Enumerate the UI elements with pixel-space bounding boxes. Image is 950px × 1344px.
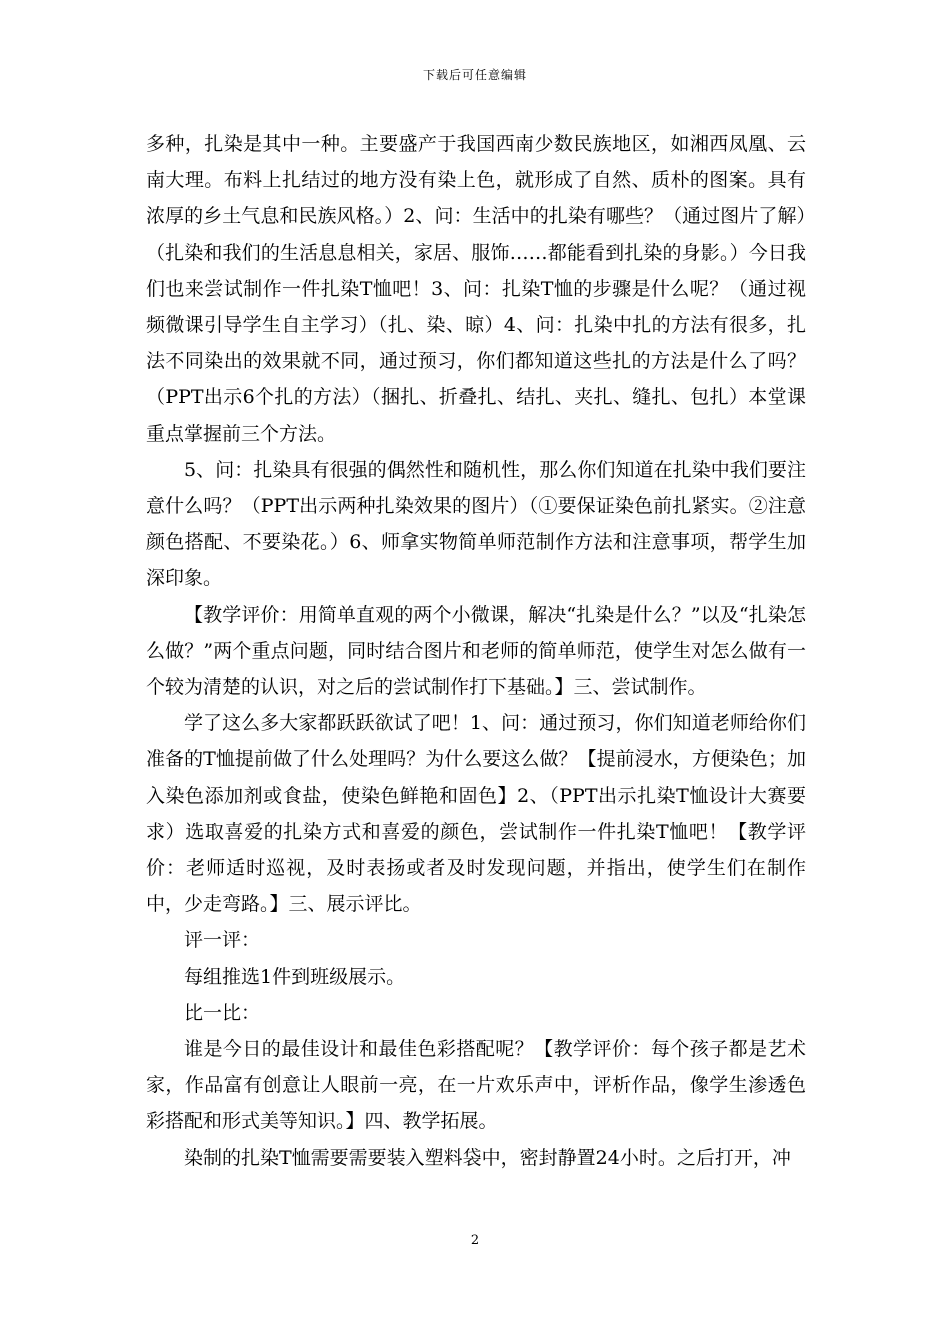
paragraph-8: 谁是今日的最佳设计和最佳色彩搭配呢？【教学评价：每个孩子都是艺术家，作品富有创意让人眼前一亮，在一片欢乐声中，评析作品，像学生渗透色彩搭配和形式美等知识。】四、教学拓展。 (146, 1038, 806, 1133)
page-header: 下载后可任意编辑 (422, 68, 527, 82)
paragraph-6: 每组推选1件到班级展示。 (184, 965, 406, 988)
document-body (146, 126, 806, 1176)
paragraph-2: 5、问：扎染具有很强的偶然性和随机性，那么你们知道在扎染中我们要注意什么吗？（PPT出示两种扎染效果的图片）（①要保证染色前扎紧实。②注意颜色搭配、不要染花。）6、师拿实物简单师范制作方法和注意事项，帮学生加深印象。 (146, 458, 806, 590)
paragraph-1: 多种，扎染是其中一种。主要盛产于我国西南少数民族地区，如湘西凤凰、云南大理。布料上扎结过的地方没有染上色，就形成了自然、质朴的图案。具有浓厚的乡土气息和民族风格。）2、问：生活中的扎染有哪些？（通过图片了解）（扎染和我们的生活息息相关，家居、服饰……都能看到扎染的身影。）今日我们也来尝试制作一件扎染T恤吧！3、问：扎染T恤的步骤是什么呢？（通过视频微课引导学生自主学习）（扎、染、晾）4、问：扎染中扎的方法有很多，扎法不同染出的效果就不同，通过预习，你们都知道这些扎的方法是什么了吗？（PPT出示6个扎的方法）（捆扎、折叠扎、结扎、夹扎、缝扎、包扎）本堂课重点掌握前三个方法。 (146, 133, 806, 445)
paragraph-7: 比一比： (184, 1001, 261, 1024)
paragraph-9: 染制的扎染T恤需要需要装入塑料袋中，密封静置24小时。之后打开，冲 (184, 1146, 791, 1169)
page-number: 2 (470, 1233, 480, 1248)
paragraph-4: 学了这么多大家都跃跃欲试了吧！1、问：通过预习，你们知道老师给你们准备的T恤提前做了什么处理吗？为什么要这么做？【提前浸水，方便染色；加入染色添加剂或食盐，使染色鲜艳和固色】2、（PPT出示扎染T恤设计大赛要求）选取喜爱的扎染方式和喜爱的颜色，尝试制作一件扎染T恤吧！【教学评价：老师适时巡视，及时表扬或者及时发现问题，并指出，使学生们在制作中，少走弯路。】三、展示评比。 (146, 712, 806, 916)
paragraph-5: 评一评： (184, 929, 261, 952)
paragraph-3: 【教学评价：用简单直观的两个小微课，解决“扎染是什么？”以及“扎染怎么做？”两个重点问题，同时结合图片和老师的简单师范，使学生对怎么做有一个较为清楚的认识，对之后的尝试制作打下基础。】三、尝试制作。 (146, 603, 806, 699)
